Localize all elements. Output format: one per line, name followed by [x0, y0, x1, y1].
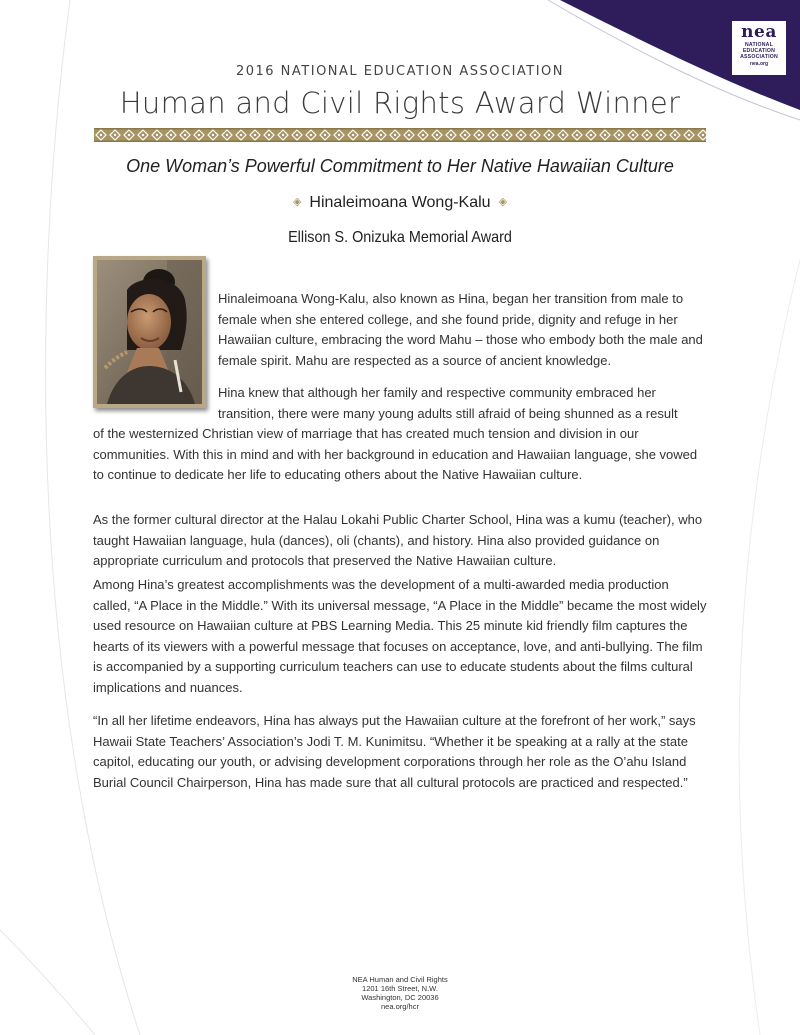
nea-logo-mark: nea — [741, 22, 777, 42]
body-paragraph-1: Hinaleimoana Wong-Kalu, also known as Hina, began her transition from male to female when she entered college, and she found pride, dignity and refuge in her Hawaiian culture, embracing the word Mahu – those who embody both the male and female spirit. Mahu are respected as a source of ancient knowledge. — [218, 291, 703, 368]
footer-link[interactable]: nea.org/hcr — [381, 1002, 419, 1011]
footer-line-street: 1201 16th Street, N.W. — [362, 984, 438, 993]
footer-line-city: Washington, DC 20036 — [361, 993, 439, 1002]
honoree-name: Hinaleimoana Wong-Kalu — [309, 194, 491, 211]
body-paragraph-2-bottom: of the westernized Christian view of marriage that has created much tension and division in our communities. With this in mind and with her background in education and Hawaiian language, she vowed to continue to dedicate her life to educating others about the Native Hawaiian culture. — [93, 426, 698, 482]
honoree-line — [0, 194, 800, 212]
diamond-ornament-icon: ◈ — [292, 196, 302, 208]
nea-logo-name-line-1: NATIONAL — [744, 42, 773, 48]
body-paragraph-4: Among Hina’s greatest accomplishments was the development of a multi-awarded media production called, “A Place in the Middle.” With its universal message, “A Place in the Middle” became the most widely used resource on Hawaiian culture at PBS Learning Media. This 25 minute kid friendly film captures the hearts of its viewers with a powerful message that focuses on acceptance, love, and anti-bullying. The film is accompanied by a supporting curriculum teachers can use to educate students about the films cultural implications and nuances. — [93, 577, 707, 695]
decorative-pattern-band — [94, 128, 706, 142]
portrait-image — [97, 260, 202, 404]
nea-logo-url: nea.org — [749, 61, 769, 67]
diamond-ornament-icon: ◈ — [498, 196, 508, 208]
nea-logo-name-line-3: ASSOCIATION — [740, 54, 778, 60]
award-name: Ellison S. Onizuka Memorial Award — [288, 229, 512, 246]
award-kicker: 2016 NATIONAL EDUCATION ASSOCIATION — [235, 64, 565, 79]
page-title: Human and Civil Rights Award Winner — [119, 86, 681, 120]
footer-address — [0, 975, 800, 1011]
footer-line-org: NEA Human and Civil Rights — [352, 975, 448, 984]
body-paragraph-3: As the former cultural director at the Halau Lokahi Public Charter School, Hina was a kumu (teacher), who taught Hawaiian language, hula (dances), oli (chants), and history. Hina also provided guidance on appropriate curriculum and protocols that preserved the Native Hawaiian culture. — [93, 512, 703, 568]
portrait-photo — [93, 256, 206, 408]
body-paragraph-5: “In all her lifetime endeavors, Hina has always put the Hawaiian culture at the forefront of her work,” says Hawaii State Teachers’ Association’s Jodi T. M. Kunimitsu. “Whether it be speaking at a rally at the state capitol, educating our youth, or advising development corporations through her role as the O’ahu Island Burial Council Chairperson, Hina has made sure that all cultural protocols are practiced and respected.” — [93, 713, 696, 790]
headline: One Woman’s Powerful Commitment to Her Native Hawaiian Culture — [126, 156, 674, 176]
nea-logo-name-line-2: EDUCATION — [742, 48, 776, 54]
body-paragraph-2-top: Hina knew that although her family and respective community embraced her transition, there were many young adults still afraid of being shunned as a result — [218, 385, 678, 421]
